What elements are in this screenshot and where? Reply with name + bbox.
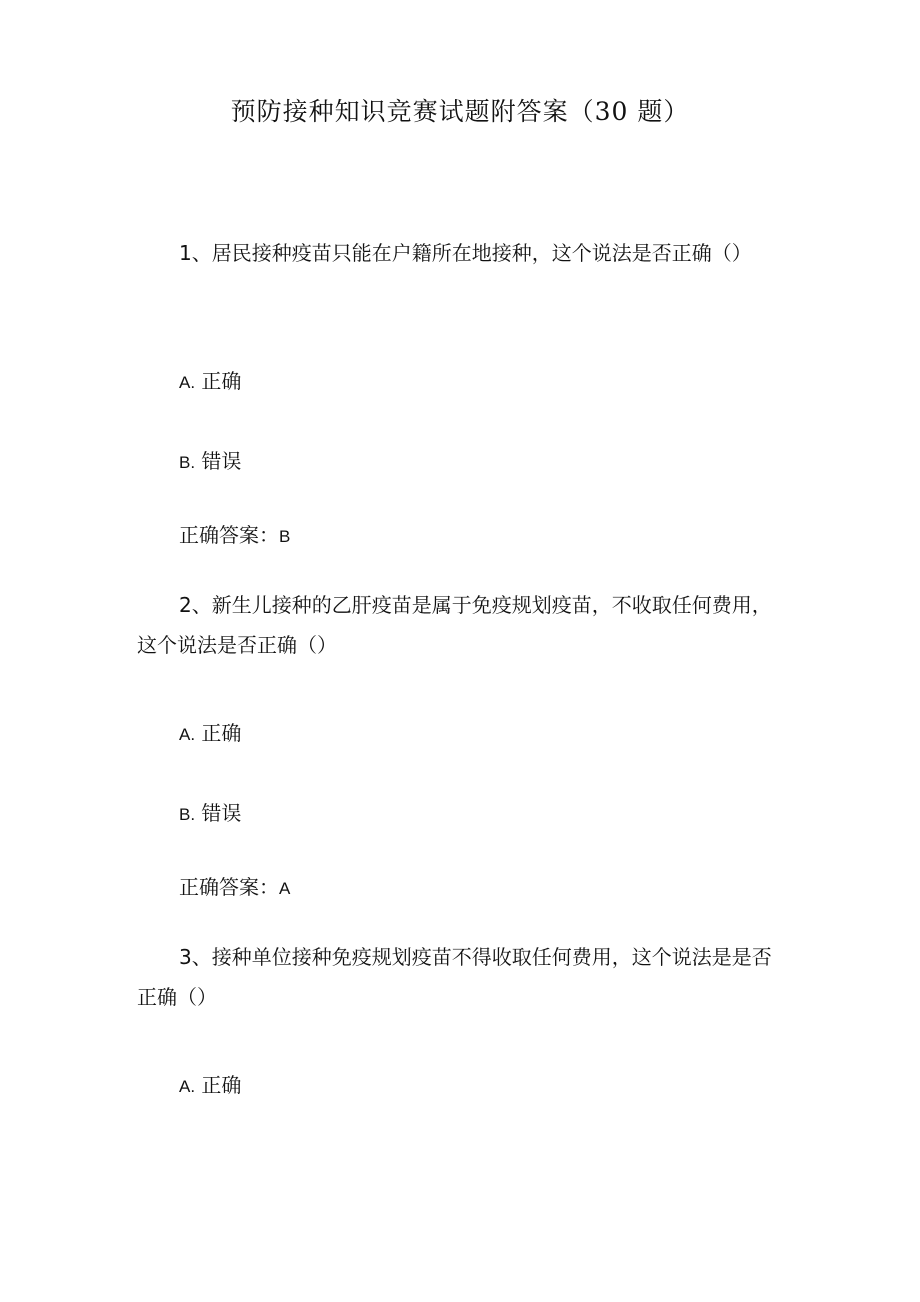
option-text: 正确	[201, 369, 242, 393]
document-title: 预防接种知识竞赛试题附答案（30 题）	[230, 97, 690, 126]
question-2-option-b	[179, 798, 241, 830]
option-label: B.	[179, 453, 196, 472]
question-1-option-b	[179, 446, 241, 478]
answer-value: B	[279, 527, 291, 546]
option-text: 正确	[201, 721, 242, 745]
question-3-text: 3、接种单位接种免疫规划疫苗不得收取任何费用，这个说法是是否正确（）	[137, 945, 772, 1009]
option-label: A.	[179, 1077, 196, 1096]
question-1-option-a	[179, 366, 241, 398]
question-2-text: 2、新生儿接种的乙肝疫苗是属于免疫规划疫苗，不收取任何费用，这个说法是否正确（）	[137, 593, 772, 657]
option-text: 错误	[201, 801, 242, 825]
question-1-text: 1、居民接种疫苗只能在户籍所在地接种，这个说法是否正确（）	[179, 241, 752, 265]
answer-label: 正确答案：	[179, 875, 279, 899]
option-text: 错误	[201, 449, 242, 473]
question-1-answer	[179, 520, 290, 552]
answer-label: 正确答案：	[179, 523, 279, 547]
option-label: A.	[179, 373, 196, 392]
question-2-option-a	[179, 718, 241, 750]
option-label: A.	[179, 725, 196, 744]
question-2-answer	[179, 872, 290, 904]
option-text: 正确	[201, 1073, 242, 1097]
option-label: B.	[179, 805, 196, 824]
question-3-option-a	[179, 1070, 241, 1102]
answer-value: A	[279, 879, 291, 898]
